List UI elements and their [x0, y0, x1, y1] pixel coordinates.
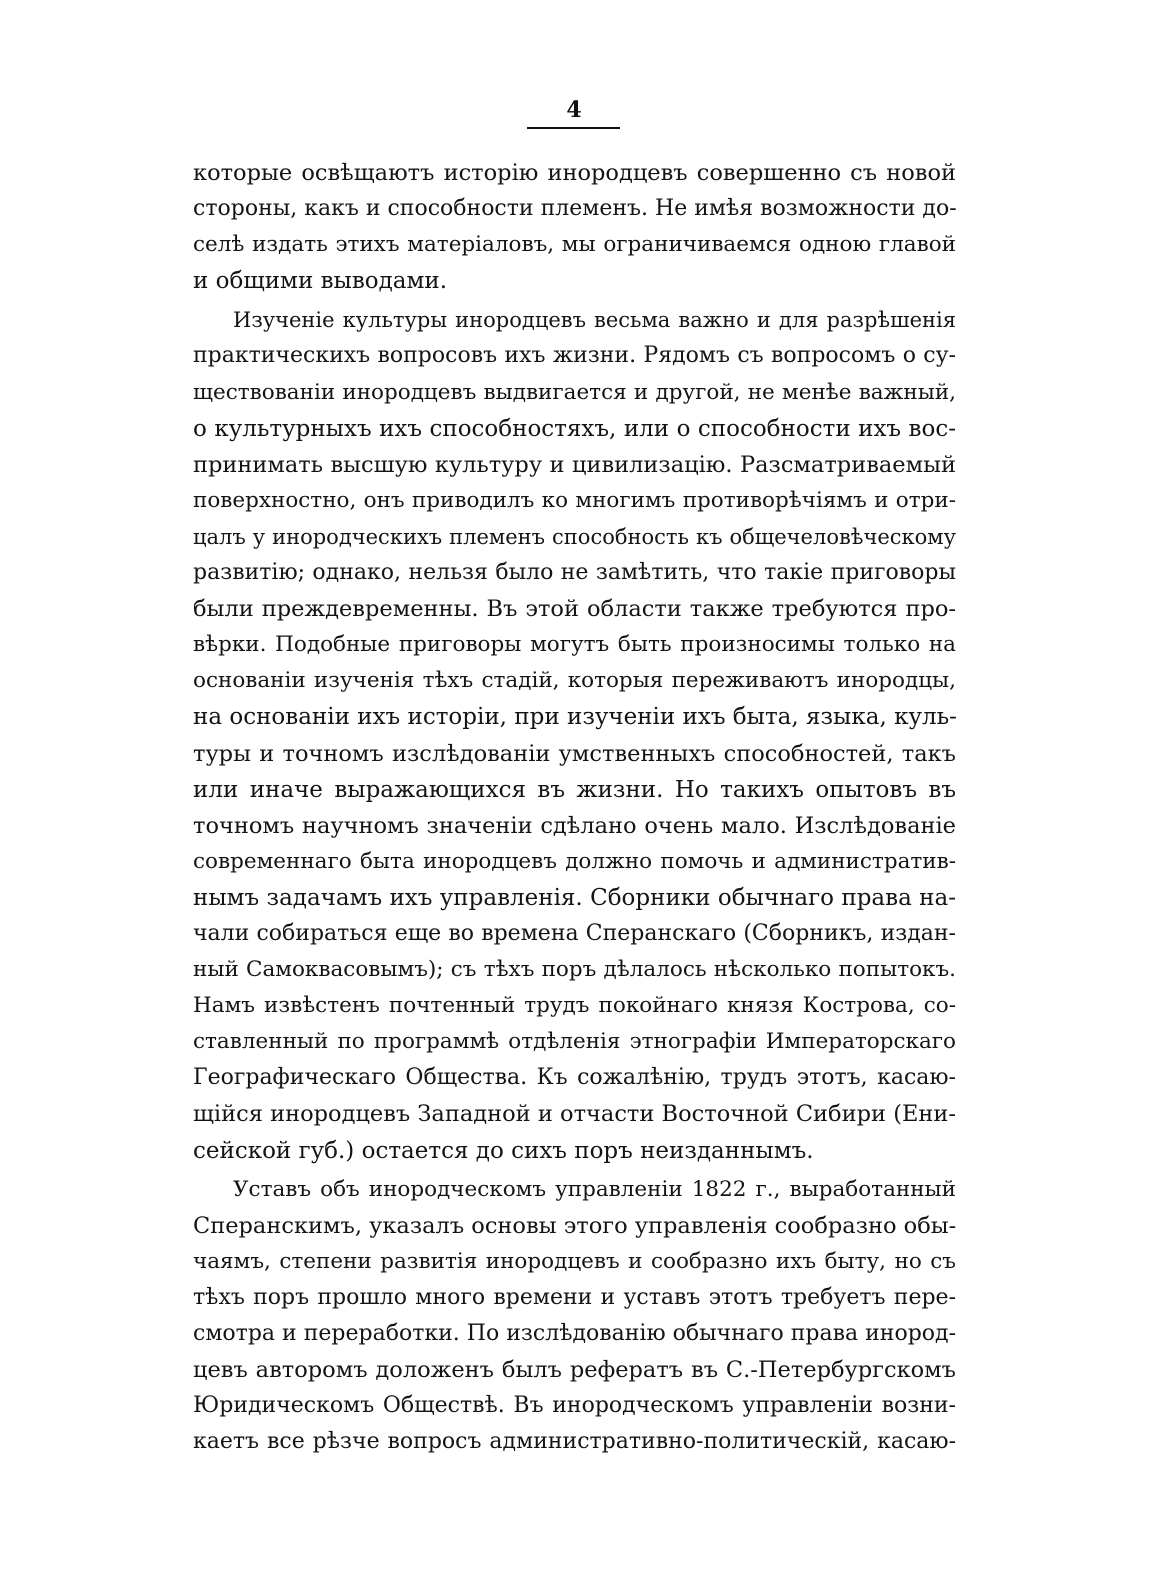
text-line: чали собираться еще во времена Сперанскаго (Сборникъ, издан- — [193, 920, 956, 946]
text-line: точномъ научномъ значеніи сдѣлано очень мало. Изслѣдованіе — [193, 812, 956, 839]
text-line: вѣрки. Подобные приговоры могутъ быть произносимы только на — [193, 632, 956, 658]
text-line: которые освѣщаютъ исторію инородцевъ совершенно съ новой — [193, 160, 956, 186]
text-line: Сперанскимъ, указалъ основы этого управленія сообразно обы- — [193, 1212, 957, 1239]
text-line: тѣхъ поръ прошло много времени и уставъ этотъ требуетъ пере- — [193, 1284, 956, 1310]
text-line: принимать высшую культуру и цивилизацію. Разсматриваемый — [193, 451, 956, 478]
text-line: сейской губ.) остается до сихъ поръ неизданнымъ. — [193, 1137, 814, 1164]
text-line: практическихъ вопросовъ ихъ жизни. Рядомъ съ вопросомъ о су- — [193, 343, 956, 369]
text-line: селѣ издать этихъ матеріаловъ, мы ограничиваемся одною главой — [193, 232, 956, 258]
text-line: Географическаго Общества. Къ сожалѣнію, трудъ этотъ, касаю- — [193, 1065, 956, 1091]
text-line: каетъ все рѣзче вопросъ административно-политическій, касаю- — [193, 1429, 956, 1455]
text-line: цевъ авторомъ доложенъ былъ рефератъ въ С.-Петербургскомъ — [193, 1357, 956, 1384]
text-line: ществованіи инородцевъ выдвигается и другой, не менѣе важный, — [193, 379, 956, 405]
text-line: щійся инородцевъ Западной и отчасти Восточной Сибири (Ени- — [193, 1101, 956, 1128]
text-line: развитію; однако, нельзя было не замѣтить, что такіе приговоры — [193, 560, 956, 586]
text-line: цалъ у инородческихъ племенъ способность къ общечеловѣческому — [193, 524, 956, 549]
text-line: поверхностно, онъ приводилъ ко многимъ противорѣчіямъ и отри- — [193, 487, 956, 513]
text-line: или иначе выражающихся въ жизни. Но такихъ опытовъ въ — [193, 776, 956, 803]
paragraph — [193, 155, 956, 299]
text-line: были преждевременны. Въ этой области также требуются про- — [193, 596, 956, 623]
page-number: 4 — [566, 97, 582, 123]
text-line: Намъ извѣстенъ почтенный трудъ покойнаго князя Кострова, со- — [193, 993, 956, 1019]
text-line: Изученіе культуры инородцевъ весьма важно и для разрѣшенія — [233, 308, 956, 333]
page-number-rule — [527, 127, 620, 129]
text-line: и общими выводами. — [193, 268, 448, 295]
body-text — [193, 155, 956, 1460]
text-line: стороны, какъ и способности племенъ. Не имѣя возможности до- — [193, 196, 957, 222]
text-line: чаямъ, степени развитія инородцевъ и сообразно ихъ быту, но съ — [193, 1248, 956, 1274]
text-line: на основаніи ихъ исторіи, при изученіи ихъ быта, языка, куль- — [193, 704, 957, 731]
text-line: современнаго быта инородцевъ должно помочь и административ- — [193, 848, 956, 874]
text-line: смотра и переработки. По изслѣдованію обычнаго права инород- — [193, 1321, 956, 1346]
text-line: Уставъ объ инородческомъ управленіи 1822 г., выработанный — [233, 1176, 956, 1202]
text-line: туры и точномъ изслѣдованіи умственныхъ способностей, такъ — [193, 740, 956, 767]
text-line: нымъ задачамъ ихъ управленія. Сборники обычнаго права на- — [193, 884, 956, 911]
paragraph — [193, 302, 956, 1168]
text-line: Юридическомъ Обществѣ. Въ инородческомъ управленіи возни- — [193, 1393, 956, 1419]
text-line: ный Самоквасовымъ); съ тѣхъ поръ дѣлалось нѣсколько попытокъ. — [193, 957, 956, 983]
paragraph — [193, 1172, 956, 1461]
text-line: о культурныхъ ихъ способностяхъ, или о способности ихъ вос- — [193, 415, 956, 442]
text-line: ставленный по программѣ отдѣленія этнографіи Императорскаго — [193, 1029, 956, 1055]
text-line: основаніи изученія тѣхъ стадій, которыя переживаютъ инородцы, — [193, 668, 956, 694]
